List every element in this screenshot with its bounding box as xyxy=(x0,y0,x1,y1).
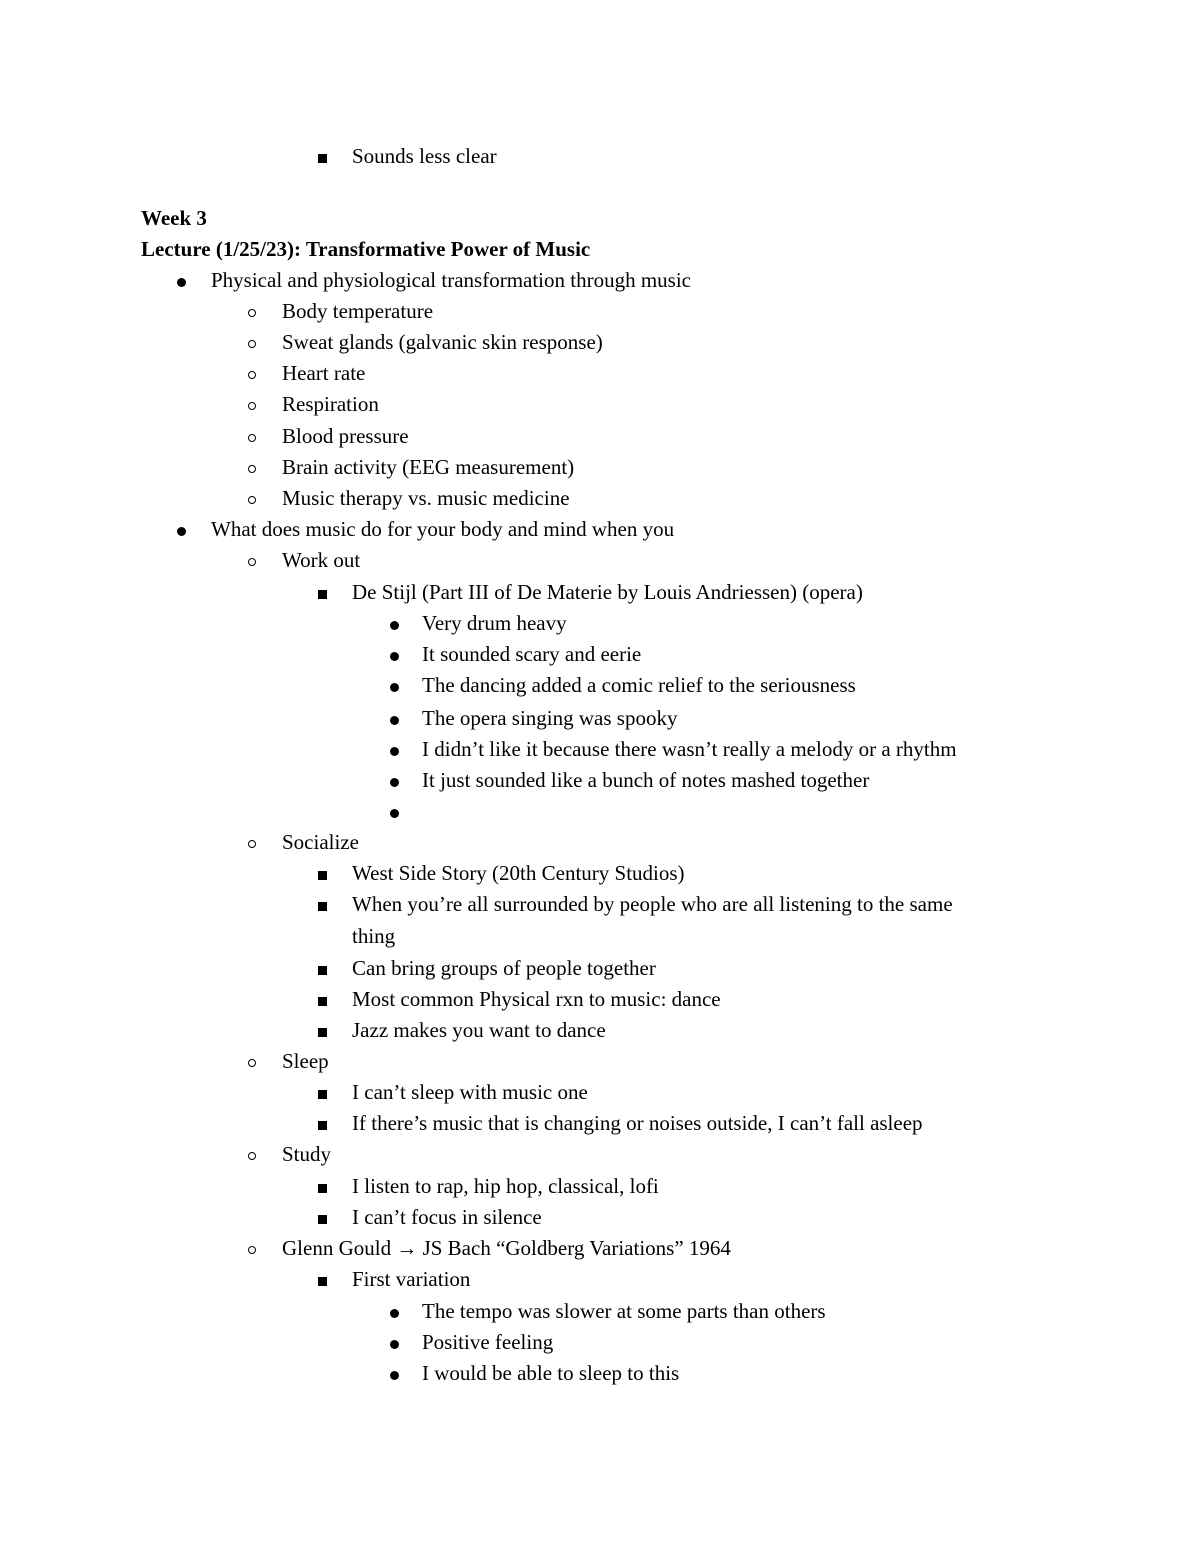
disc-bullet-icon xyxy=(177,265,186,296)
square-bullet-icon xyxy=(318,1015,327,1046)
list-item: Very drum heavy xyxy=(422,611,567,635)
list-item: Heart rate xyxy=(282,361,366,385)
square-bullet-icon xyxy=(318,1171,327,1202)
disc-bullet-icon xyxy=(390,703,399,734)
disc-bullet-icon xyxy=(390,1327,399,1358)
week-heading: Week 3 xyxy=(141,206,207,230)
disc-bullet-icon xyxy=(177,514,186,545)
circle-bullet-icon xyxy=(248,327,256,358)
list-item: If there’s music that is changing or noises outside, I can’t fall asleep xyxy=(352,1111,923,1135)
circle-bullet-icon xyxy=(248,1233,256,1264)
list-item: Work out xyxy=(282,548,361,572)
square-bullet-icon xyxy=(318,141,327,172)
list-item: De Stijl (Part III of De Materie by Louis Andriessen) (opera) xyxy=(352,580,863,604)
list-item: West Side Story (20th Century Studios) xyxy=(352,861,685,885)
list-item: It sounded scary and eerie xyxy=(422,642,642,666)
circle-bullet-icon xyxy=(248,421,256,452)
list-item: When you’re all surrounded by people who are all listening to the same xyxy=(352,892,953,916)
list-item: Sleep xyxy=(282,1049,329,1073)
list-item: Socialize xyxy=(282,830,359,854)
square-bullet-icon xyxy=(318,1077,327,1108)
disc-bullet-icon xyxy=(390,734,399,765)
list-item: Blood pressure xyxy=(282,424,409,448)
list-item: Positive feeling xyxy=(422,1330,554,1354)
circle-bullet-icon xyxy=(248,452,256,483)
list-item: I listen to rap, hip hop, classical, lofi xyxy=(352,1174,659,1198)
square-bullet-icon xyxy=(318,1202,327,1233)
list-item: I can’t sleep with music one xyxy=(352,1080,588,1104)
list-item: Music therapy vs. music medicine xyxy=(282,486,570,510)
circle-bullet-icon xyxy=(248,1046,256,1077)
square-bullet-icon xyxy=(318,577,327,608)
circle-bullet-icon xyxy=(248,483,256,514)
list-item: I can’t focus in silence xyxy=(352,1205,542,1229)
circle-bullet-icon xyxy=(248,358,256,389)
square-bullet-icon xyxy=(318,953,327,984)
disc-bullet-icon xyxy=(390,639,399,670)
list-item: I would be able to sleep to this xyxy=(422,1361,680,1385)
list-item: Respiration xyxy=(282,392,379,416)
circle-bullet-icon xyxy=(248,827,256,858)
list-item: Brain activity (EEG measurement) xyxy=(282,455,575,479)
list-item: It just sounded like a bunch of notes mashed together xyxy=(422,768,870,792)
disc-bullet-icon xyxy=(390,608,399,639)
disc-bullet-icon xyxy=(390,765,399,796)
circle-bullet-icon xyxy=(248,1139,256,1170)
list-item: Can bring groups of people together xyxy=(352,956,656,980)
square-bullet-icon xyxy=(318,889,327,920)
disc-bullet-icon xyxy=(390,796,399,827)
circle-bullet-icon xyxy=(248,296,256,327)
list-item: First variation xyxy=(352,1267,471,1291)
list-item: Sounds less clear xyxy=(352,144,497,168)
list-item: Sweat glands (galvanic skin response) xyxy=(282,330,603,354)
disc-bullet-icon xyxy=(390,670,399,701)
circle-bullet-icon xyxy=(248,389,256,420)
list-item: What does music do for your body and mind when you xyxy=(211,517,675,541)
list-item: Jazz makes you want to dance xyxy=(352,1018,606,1042)
list-item: I didn’t like it because there wasn’t really a melody or a rhythm xyxy=(422,737,957,761)
list-item: The opera singing was spooky xyxy=(422,706,678,730)
list-item-continuation: thing xyxy=(352,924,396,948)
lecture-heading: Lecture (1/25/23): Transformative Power of Music xyxy=(141,237,591,261)
square-bullet-icon xyxy=(318,858,327,889)
disc-bullet-icon xyxy=(390,1296,399,1327)
square-bullet-icon xyxy=(318,1264,327,1295)
list-item: Physical and physiological transformation through music xyxy=(211,268,692,292)
list-item: Study xyxy=(282,1142,332,1166)
list-item: Most common Physical rxn to music: dance xyxy=(352,987,721,1011)
list-item: Glenn Gould → JS Bach “Goldberg Variations” 1964 xyxy=(282,1236,731,1260)
list-item: The dancing added a comic relief to the seriousness xyxy=(422,673,856,697)
circle-bullet-icon xyxy=(248,545,256,576)
list-item: Body temperature xyxy=(282,299,434,323)
square-bullet-icon xyxy=(318,984,327,1015)
list-item: The tempo was slower at some parts than others xyxy=(422,1299,826,1323)
disc-bullet-icon xyxy=(390,1358,399,1389)
square-bullet-icon xyxy=(318,1108,327,1139)
